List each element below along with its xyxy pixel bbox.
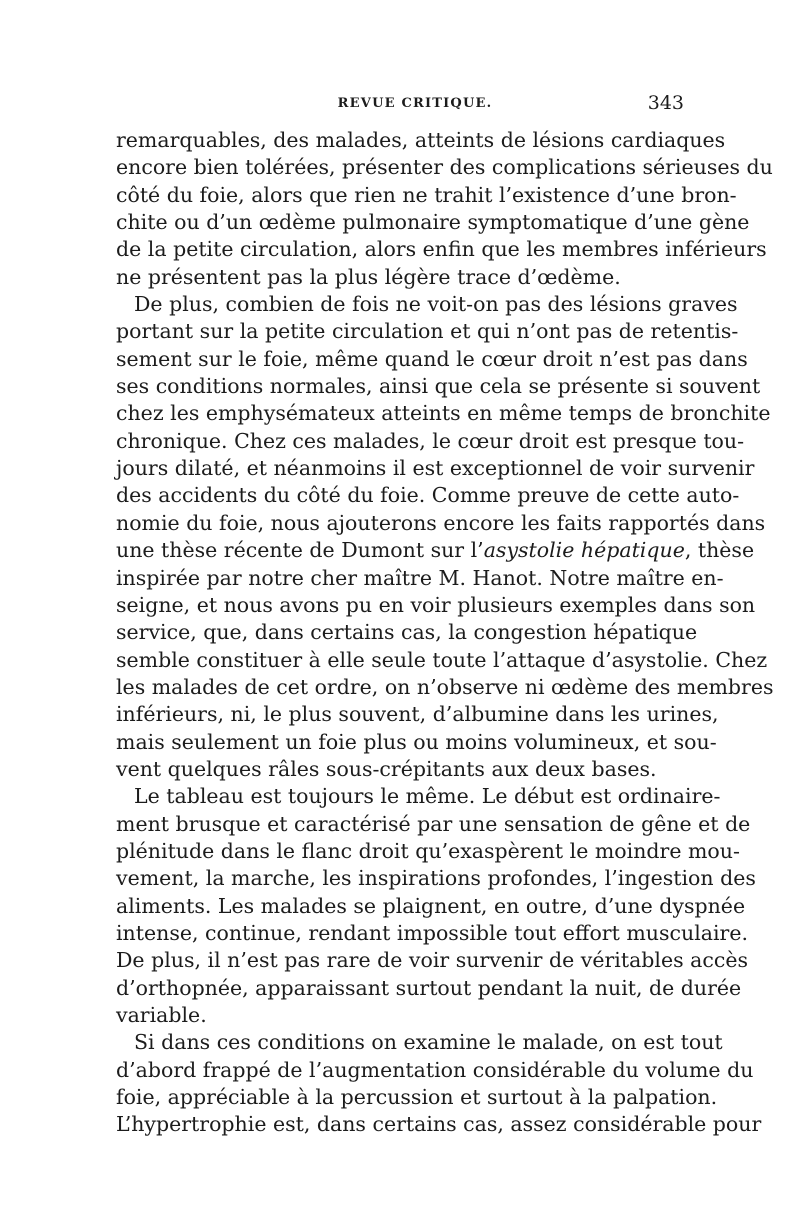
text-line: intense, continue, rendant impossible tout effort musculaire. [116, 920, 748, 945]
running-title: REVUE CRITIQUE. [337, 96, 493, 111]
text-line: chite ou d’un œdème pulmonaire symptomatique d’une gène [116, 210, 750, 235]
text-line [116, 537, 755, 564]
text-line: d’orthopnée, apparaissant surtout pendant la nuit, de durée [116, 975, 742, 1000]
text-line: seigne, et nous avons pu en voir plusieurs exemples dans son [116, 592, 756, 617]
text-line: inférieurs, ni, le plus souvent, d’albumine dans les urines, [116, 702, 719, 727]
text-line: portant sur la petite circulation et qui n’ont pas de retentis- [116, 319, 739, 344]
text-line: foie, appréciable à la percussion et surtout à la palpation. [116, 1085, 718, 1110]
text-segment: une thèse récente de Dumont sur l’ [116, 538, 484, 563]
text-segment: , thèse [684, 538, 755, 563]
text-line: nomie du foie, nous ajouterons encore les faits rapportés dans [116, 510, 766, 535]
text-line: De plus, combien de fois ne voit-on pas des lésions graves [134, 292, 738, 317]
page-number: 343 [647, 92, 684, 114]
text-line: L’hypertrophie est, dans certains cas, assez considérable pour [116, 1112, 762, 1137]
text-line: vent quelques râles sous-crépitants aux deux bases. [116, 756, 657, 781]
text-line: côté du foie, alors que rien ne trahit l’existence d’une bron- [116, 182, 737, 207]
text-line: inspirée par notre cher maître M. Hanot. Notre maître en- [116, 565, 724, 590]
text-line: De plus, il n’est pas rare de voir survenir de véritables accès [116, 948, 748, 973]
text-line: aliments. Les malades se plaignent, en outre, d’une dyspnée [116, 893, 746, 918]
text-line: chronique. Chez ces malades, le cœur droit est presque tou- [116, 428, 745, 453]
italic-title: asystolie hépatique [483, 538, 685, 563]
text-line: des accidents du côté du foie. Comme preuve de cette auto- [116, 483, 740, 508]
text-line: Si dans ces conditions on examine le malade, on est tout [134, 1030, 723, 1055]
text-line: service, que, dans certains cas, la congestion hépatique [116, 620, 698, 645]
text-line: mais seulement un foie plus ou moins volumineux, et sou- [116, 729, 717, 754]
body-text [116, 127, 774, 1139]
text-line: d’abord frappé de l’augmentation considérable du volume du [116, 1057, 754, 1082]
text-line: les malades de cet ordre, on n’observe ni œdème des membres [116, 674, 774, 699]
text-line: de la petite circulation, alors enfin que les membres inférieurs [116, 237, 767, 262]
text-line: Le tableau est toujours le même. Le début est ordinaire- [134, 784, 721, 809]
text-line: vement, la marche, les inspirations profondes, l’ingestion des [116, 866, 756, 891]
text-line: ses conditions normales, ainsi que cela se présente si souvent [116, 374, 761, 399]
text-line: encore bien tolérées, présenter des complications sérieuses du [116, 155, 773, 180]
text-line: semble constituer à elle seule toute l’attaque d’asystolie. Chez [116, 647, 768, 672]
text-line: plénitude dans le flanc droit qu’exaspèrent le moindre mou- [116, 838, 740, 863]
text-line: chez les emphysémateux atteints en même temps de bronchite [116, 401, 771, 426]
text-line: variable. [116, 1003, 207, 1027]
text-line: ment brusque et caractérisé par une sensation de gêne et de [116, 811, 751, 836]
text-line: remarquables, des malades, atteints de lésions cardiaques [116, 128, 726, 152]
text-line: ne présentent pas la plus légère trace d’œdème. [116, 264, 621, 289]
text-line: sement sur le foie, même quand le cœur droit n’est pas dans [116, 346, 748, 371]
running-head [116, 92, 684, 120]
text-line: jours dilaté, et néanmoins il est exceptionnel de voir survenir [116, 456, 755, 481]
